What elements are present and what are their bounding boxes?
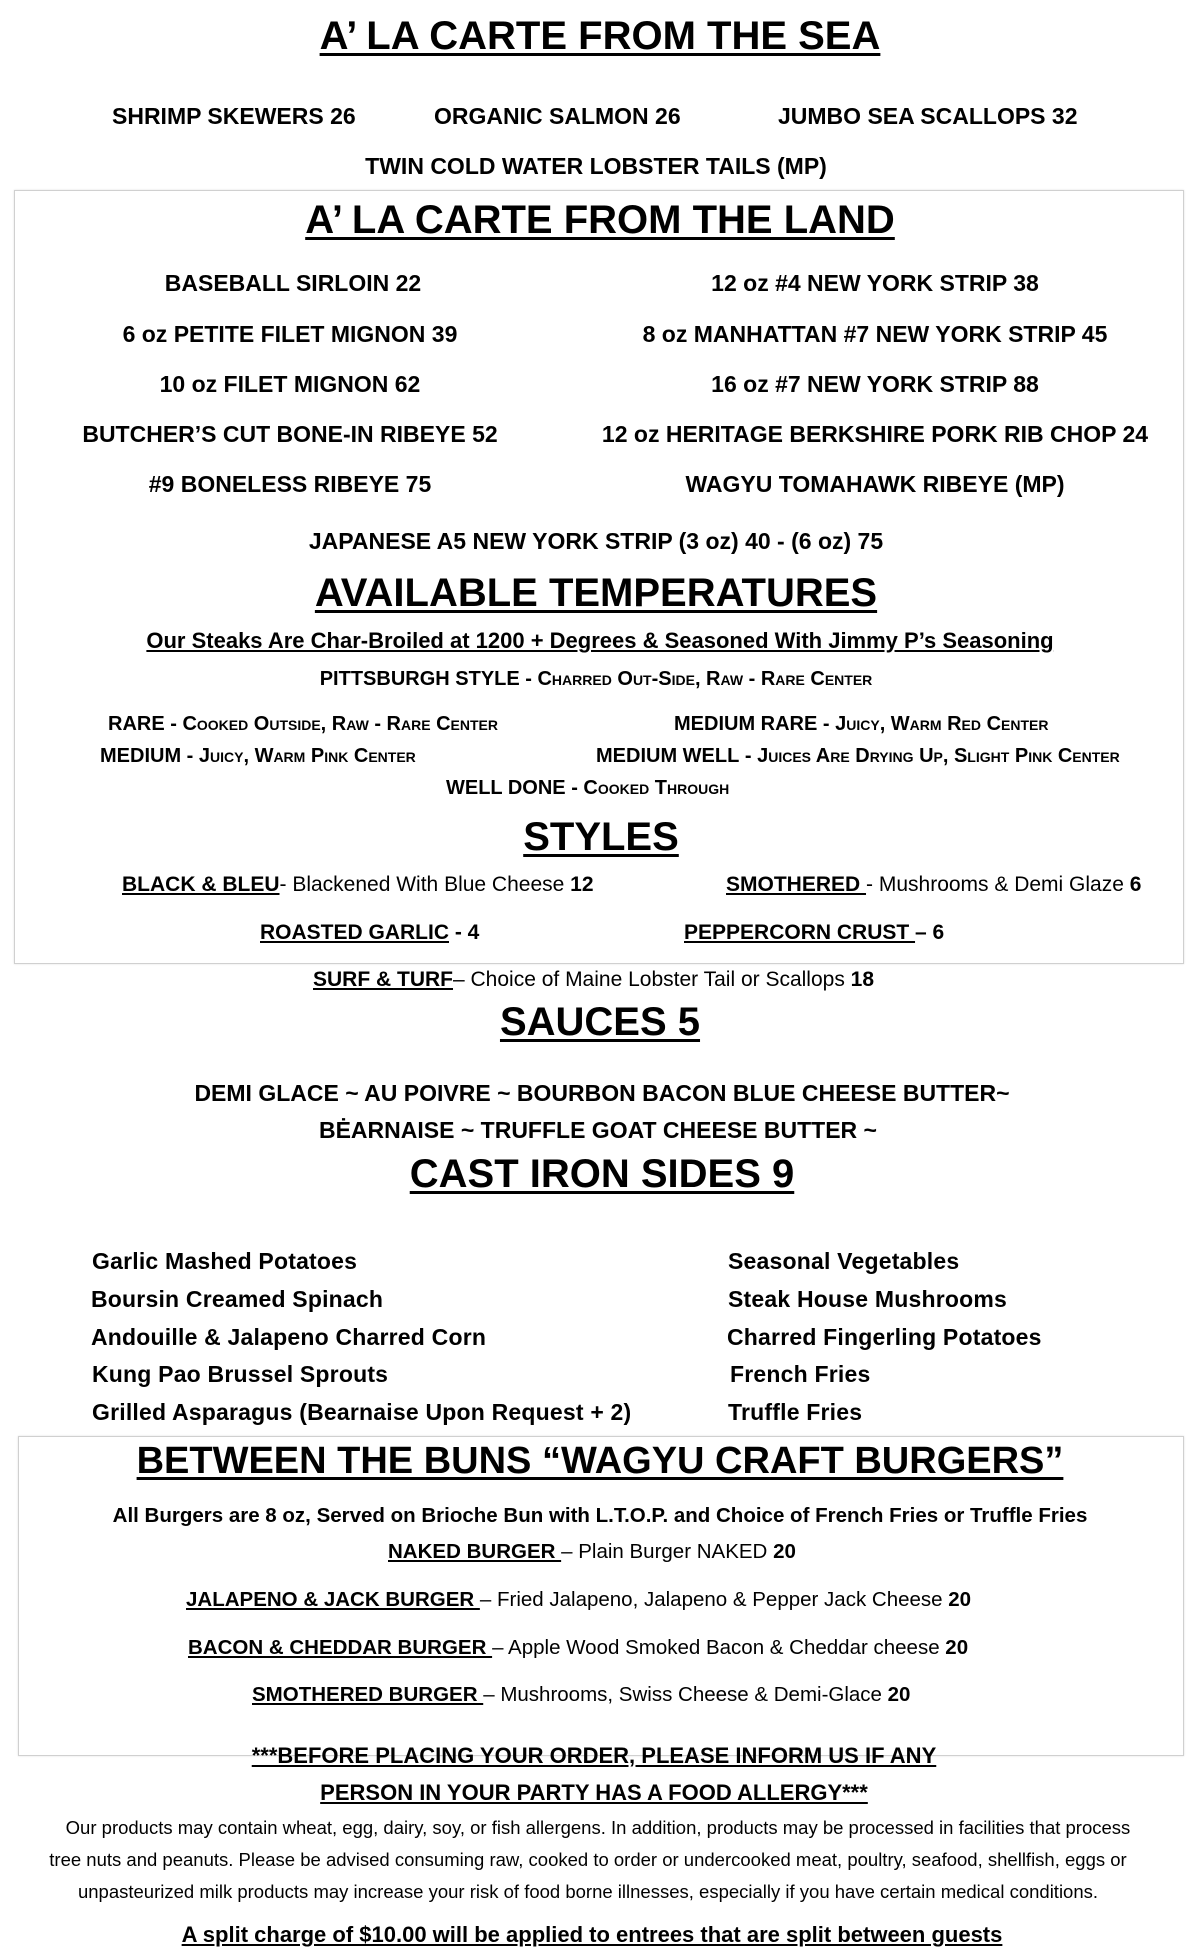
style-peppercorn: [684, 921, 944, 945]
burgers-intro: All Burgers are 8 oz, Served on Brioche Bun with L.T.O.P. and Choice of French Fries or Truffle Fries: [112, 1504, 1088, 1527]
sides-title: CAST IRON SIDES 9: [409, 1152, 795, 1196]
temp-medium-rare: [674, 713, 1048, 736]
land-right-3: 12 oz HERITAGE BERKSHIRE PORK RIB CHOP 24: [601, 421, 1149, 447]
side-left-1: Boursin Creamed Spinach: [91, 1286, 384, 1312]
temp-medium-well-desc: - Juices Are Drying Up, Slight Pink Center: [739, 745, 1120, 767]
temp-well-done: [446, 777, 729, 800]
style-smothered-name: SMOTHERED: [726, 873, 867, 896]
sea-item-lobster: TWIN COLD WATER LOBSTER TAILS (MP): [365, 153, 827, 179]
style-smothered: [726, 873, 1141, 897]
style-roasted-garlic-name: ROASTED GARLIC: [260, 921, 449, 944]
temp-rare-name: RARE: [108, 713, 165, 735]
land-left-2: 10 oz FILET MIGNON 62: [159, 371, 421, 397]
temp-medium-name: MEDIUM: [100, 745, 182, 767]
temp-medium-well-name: MEDIUM WELL: [596, 745, 740, 767]
allergy-fine-1: Our products may contain wheat, egg, dairy, soy, or fish allergens. In addition, products may be processed in facilities that process: [65, 1817, 1131, 1838]
burgers-title: BETWEEN THE BUNS “WAGYU CRAFT BURGERS”: [136, 1440, 1064, 1482]
burger-bacon-name: BACON & CHEDDAR BURGER: [188, 1636, 493, 1659]
sea-item-shrimp: SHRIMP SKEWERS 26: [112, 103, 356, 129]
burger-smothered-price: 20: [887, 1683, 911, 1706]
temps-subtitle: Our Steaks Are Char-Broiled at 1200 + Degrees & Seasoned With Jimmy P’s Seasoning: [146, 628, 1054, 653]
burger-naked-desc: – Plain Burger NAKED: [561, 1540, 774, 1563]
burger-naked-name: NAKED BURGER: [388, 1540, 562, 1563]
style-surf-turf-name: SURF & TURF: [313, 968, 453, 991]
temps-title: AVAILABLE TEMPERATURES: [314, 571, 878, 615]
side-left-3: Kung Pao Brussel Sprouts: [92, 1361, 389, 1387]
temp-medium-well: [596, 745, 1120, 768]
style-surf-turf-desc: – Choice of Maine Lobster Tail or Scallops: [453, 968, 851, 991]
temp-rare: [108, 713, 498, 736]
style-peppercorn-price: – 6: [915, 921, 945, 944]
land-japanese: JAPANESE A5 NEW YORK STRIP (3 oz) 40 - (6 oz) 75: [308, 528, 884, 554]
style-black-bleu-desc: - Blackened With Blue Cheese: [279, 873, 571, 896]
temp-well-done-name: WELL DONE: [446, 777, 566, 799]
temp-rare-desc: - Cooked Outside, Raw - Rare Center: [164, 713, 499, 735]
burger-bacon-price: 20: [945, 1636, 969, 1659]
sauces-line2: BĖARNAISE ~ TRUFFLE GOAT CHEESE BUTTER ~: [318, 1117, 877, 1143]
style-roasted-garlic: [260, 921, 479, 945]
land-left-3: BUTCHER’S CUT BONE-IN RIBEYE 52: [82, 421, 498, 447]
land-right-1: 8 oz MANHATTAN #7 NEW YORK STRIP 45: [642, 321, 1108, 347]
burger-naked: [388, 1540, 796, 1564]
side-right-3: French Fries: [730, 1361, 871, 1387]
style-surf-turf-price: 18: [850, 968, 875, 991]
side-left-2: Andouille & Jalapeno Charred Corn: [91, 1324, 487, 1350]
burger-smothered: [252, 1683, 910, 1707]
burger-naked-price: 20: [773, 1540, 796, 1563]
style-surf-turf: [313, 968, 874, 992]
side-left-4: Grilled Asparagus (Bearnaise Upon Request + 2): [92, 1399, 632, 1425]
side-right-4: Truffle Fries: [728, 1399, 863, 1425]
temp-medium-desc: - Juicy, Warm Pink Center: [181, 745, 416, 767]
side-right-1: Steak House Mushrooms: [728, 1286, 1007, 1312]
temp-medium-rare-desc: - Juicy, Warm Red Center: [817, 713, 1049, 735]
burger-smothered-desc: – Mushrooms, Swiss Cheese & Demi-Glace: [483, 1683, 888, 1706]
temp-well-done-desc: - Cooked Through: [565, 777, 730, 799]
style-smothered-price: 6: [1129, 873, 1142, 896]
allergy-line2: PERSON IN YOUR PARTY HAS A FOOD ALLERGY***: [320, 1780, 868, 1805]
burger-jalapeno: [186, 1588, 971, 1612]
burger-jalapeno-price: 20: [948, 1588, 972, 1611]
burger-bacon: [188, 1636, 968, 1660]
land-left-0: BASEBALL SIRLOIN 22: [164, 270, 422, 296]
land-title: A’ LA CARTE FROM THE LAND: [305, 198, 895, 242]
land-right-4: WAGYU TOMAHAWK RIBEYE (MP): [685, 471, 1065, 497]
sea-item-salmon: ORGANIC SALMON 26: [434, 103, 681, 129]
allergy-line1: ***BEFORE PLACING YOUR ORDER, PLEASE INFORM US IF ANY: [251, 1743, 937, 1768]
style-black-bleu: [122, 873, 594, 897]
temp-medium-rare-name: MEDIUM RARE: [674, 713, 818, 735]
burger-jalapeno-name: JALAPENO & JACK BURGER: [186, 1588, 480, 1611]
burger-jalapeno-desc: – Fried Jalapeno, Jalapeno & Pepper Jack Cheese: [479, 1588, 949, 1611]
sauces-line1: DEMI GLACE ~ AU POIVRE ~ BOURBON BACON BLUE CHEESE BUTTER~: [194, 1080, 1010, 1106]
land-left-1: 6 oz PETITE FILET MIGNON 39: [122, 321, 458, 347]
side-right-0: Seasonal Vegetables: [728, 1248, 960, 1274]
style-roasted-garlic-price: - 4: [449, 921, 480, 944]
sea-item-scallops: JUMBO SEA SCALLOPS 32: [778, 103, 1078, 129]
temp-pittsburgh-name: PITTSBURGH STYLE: [319, 668, 520, 690]
style-peppercorn-name: PEPPERCORN CRUST: [684, 921, 916, 944]
style-smothered-desc: - Mushrooms & Demi Glaze: [866, 873, 1130, 896]
side-left-0: Garlic Mashed Potatoes: [92, 1248, 358, 1274]
land-left-4: #9 BONELESS RIBEYE 75: [148, 471, 432, 497]
split-charge-notice: A split charge of $10.00 will be applied to entrees that are split between guests: [181, 1922, 1003, 1947]
land-right-2: 16 oz #7 NEW YORK STRIP 88: [711, 371, 1039, 397]
allergy-fine-3: unpasteurized milk products may increase your risk of food borne illnesses, especially if you have certain medical conditions.: [77, 1881, 1099, 1902]
styles-title: STYLES: [523, 815, 679, 859]
temp-pittsburgh-desc: - Charred Out-Side, Raw - Rare Center: [519, 668, 873, 690]
sea-title: A’ LA CARTE FROM THE SEA: [319, 14, 881, 58]
burger-smothered-name: SMOTHERED BURGER: [252, 1683, 484, 1706]
style-black-bleu-name: BLACK & BLEU: [122, 873, 280, 896]
temp-medium: [100, 745, 416, 768]
burger-bacon-desc: – Apple Wood Smoked Bacon & Cheddar cheese: [492, 1636, 946, 1659]
sauces-title: SAUCES 5: [499, 1000, 701, 1044]
land-right-0: 12 oz #4 NEW YORK STRIP 38: [711, 270, 1039, 296]
temp-pittsburgh: [0, 668, 1196, 691]
side-right-2: Charred Fingerling Potatoes: [727, 1324, 1042, 1350]
style-black-bleu-price: 12: [570, 873, 594, 896]
allergy-fine-2: tree nuts and peanuts. Please be advised consuming raw, cooked to order or undercooked meat, poultry, seafood, shellfish, eggs or: [49, 1849, 1127, 1870]
